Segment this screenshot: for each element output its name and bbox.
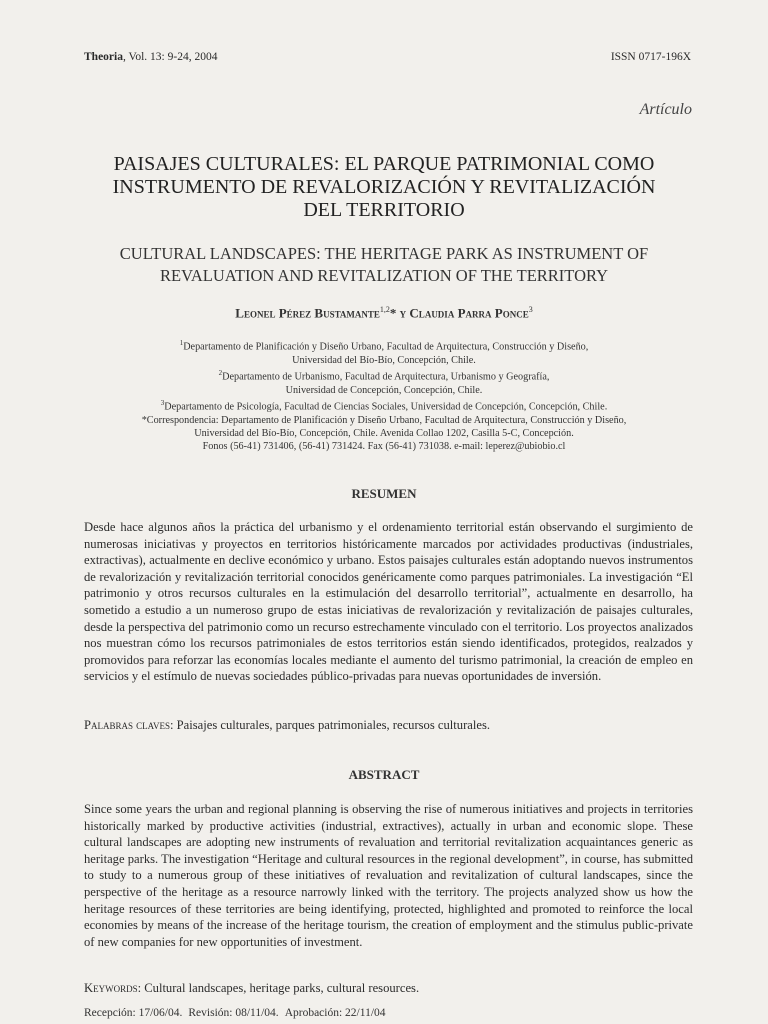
title-en-line: CULTURAL LANDSCAPES: THE HERITAGE PARK AS INSTRUMENT OF: [119, 244, 649, 263]
journal-citation: [84, 51, 217, 63]
journal-volume: , Vol. 13: 9-24, 2004: [122, 51, 218, 63]
keywords-text: Cultural landscapes, heritage parks, cultural resources.: [141, 981, 420, 995]
keywords-label: Keywords:: [84, 981, 142, 995]
affiliation-marker: 1: [179, 339, 184, 347]
author-affiliation-marker: 3: [528, 305, 533, 314]
resumen-body: Desde hace algunos años la práctica del urbanismo y el ordenamiento territorial están observando el surgimiento de numerosas iniciativas y proyectos en territorios históricamente marcados por actividades productivas (industriales, extractivas), actualmente en declive económico y urbano. Estos paisajes culturales están adoptando nuevos instrumentos de revalorización y revitalización territorial conocidos genéricamente como parques patrimoniales. La investigación “El patrimonio y otros recursos culturales en la estimulación del desarrollo territorial”, actualmente en desarrollo, ha sometido a estudio a un numeroso grupo de estas iniciativas de revalorización y revitalización de paisajes culturales, desde la perspectiva del patrimonio como un recurso estrechamente vinculado con el territorio. Los proyectos analizados nos muestran cómo los recursos patrimoniales de estos territorios están siendo identificados, protegidos, realzados y promovidos para reforzar las economías locales mediante el aumento del turismo patrimonial, la creación de empleo en servicios y el estímulo de nuevas sociedades público-privadas para nuevas oportunidades de inversión.: [84, 520, 693, 684]
title-english: [90, 243, 678, 287]
affiliation-text: Departamento de Psicología, Facultad de Ciencias Sociales, Universidad de Concepción, Concepción, Chile.: [164, 401, 608, 413]
title-en-line: REVALUATION AND REVITALIZATION OF THE TERRITORY: [160, 266, 608, 285]
affiliation-line: [90, 354, 678, 367]
affiliation-text: Departamento de Urbanismo, Facultad de Arquitectura, Urbanismo y Geografía,: [222, 371, 550, 383]
affiliation-text: Departamento de Planificación y Diseño Urbano, Facultad de Arquitectura, Construcción y Diseño,: [183, 341, 589, 353]
affiliations: [90, 337, 678, 454]
issn: ISSN 0717-196X: [610, 51, 691, 63]
author-name: Leonel Pérez Bustamante: [235, 305, 380, 321]
date-approved: Aprobación: 22/11/04: [284, 1007, 386, 1019]
affiliation-text: Universidad de Concepción, Concepción, Chile.: [285, 384, 483, 396]
affiliation-text: Universidad del Bío-Bío, Concepción, Chile.: [292, 354, 476, 366]
resumen-heading: RESUMEN: [351, 486, 417, 501]
title-es-line: INSTRUMENTO DE REVALORIZACIÓN Y REVITALIZACIÓN: [112, 176, 656, 198]
affiliation-line: [90, 440, 678, 453]
keywords: [84, 981, 693, 996]
affiliation-line: [90, 367, 678, 384]
submission-dates: [84, 1007, 392, 1019]
date-revised: Revisión: 08/11/04.: [188, 1007, 279, 1019]
title-spanish: [90, 153, 678, 222]
keywords-text: Paisajes culturales, parques patrimoniales, recursos culturales.: [173, 718, 491, 732]
author-list: [90, 305, 678, 321]
affiliation-text: *Correspondencia: Departamento de Planificación y Diseño Urbano, Facultad de Arquitectura, Construcción y Diseño,: [141, 414, 627, 426]
palabras-claves: [84, 718, 693, 733]
affiliation-marker: 2: [218, 368, 223, 377]
title-es-line: PAISAJES CULTURALES: EL PARQUE PATRIMONIAL COMO: [113, 153, 655, 175]
journal-name: Theoria: [84, 51, 123, 63]
affiliation-text: Universidad del Bío-Bío, Concepción, Chile. Avenida Collao 1202, Casilla 5-C, Concepción.: [194, 427, 574, 439]
affiliation-line: [90, 384, 678, 397]
affiliation-marker: 3: [160, 398, 165, 407]
affiliation-text: Fonos (56-41) 731406, (56-41) 731424. Fax (56-41) 731038. e-mail: leperez@ubiobio.cl: [202, 441, 566, 453]
affiliation-line: [90, 427, 678, 440]
abstract-heading: ABSTRACT: [348, 767, 420, 782]
author-conjunction: y: [396, 305, 410, 321]
keywords-label: Palabras claves:: [84, 718, 174, 732]
date-received: Recepción: 17/06/04.: [84, 1007, 183, 1019]
corresponding-marker: *: [389, 305, 397, 321]
author-name: Claudia Parra Ponce: [409, 305, 529, 321]
abstract-body: Since some years the urban and regional planning is observing the rise of numerous initiatives and projects in territories historically marked by productive activities (industrial, extractives), actually in urban and economic slope. These cultural landscapes are adopting new instruments of revaluation and territorial revitalization acquaintances generic as heritage parks. The investigation “Heritage and cultural resources in the regional development”, in course, has submitted to study to a numerous group of these initiatives of revaluation and revitalization of cultural landscapes, since the perspective of the heritage as a resource narrowly linked with the territory. The projects analyzed show us how the heritage resources of these territories are being identifying, protected, highlighted and promoted to reinforce the local economies by means of the increase of the heritage tourism, the creation of employment and the stimulus public-private of new companies for new opportunities of investment.: [84, 802, 693, 949]
article-type: Artículo: [639, 101, 692, 118]
affiliation-line: [90, 414, 678, 427]
affiliation-line: [90, 397, 678, 414]
affiliation-line: [90, 337, 678, 354]
title-es-line: DEL TERRITORIO: [303, 199, 465, 221]
author-affiliation-marker: 1,2: [379, 305, 390, 314]
